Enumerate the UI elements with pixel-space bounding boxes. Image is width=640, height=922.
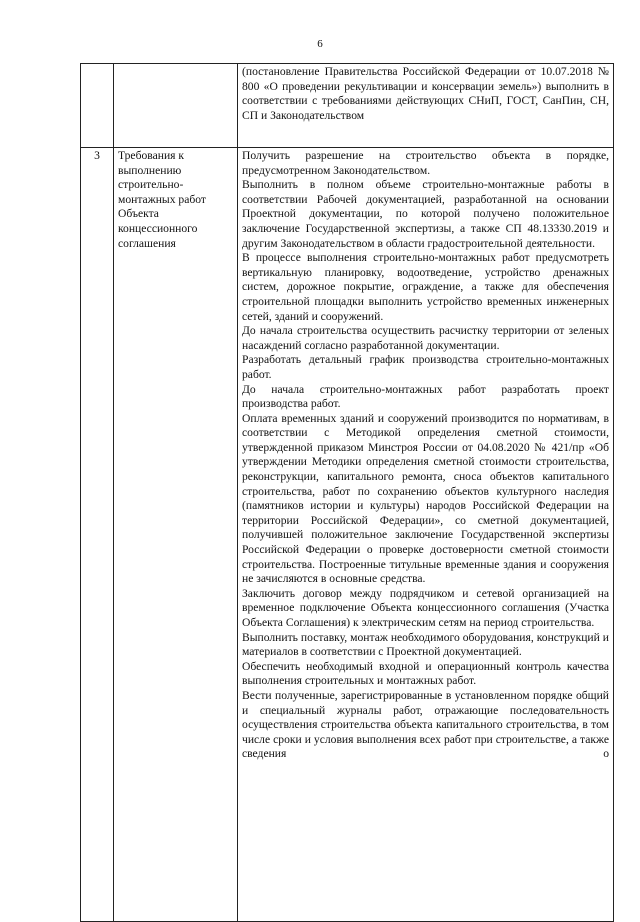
table-row [81, 148, 614, 922]
page-number: 6 [317, 38, 323, 50]
table-row [81, 64, 614, 148]
paragraph: Обеспечить необходимый входной и операционный контроль качества выполнения строительных и монтажных работ. [242, 659, 609, 688]
requirements-table [80, 63, 614, 922]
paragraph: До начала строительства осуществить расчистку территории от зеленых насаждений согласно разработанной документации. [242, 324, 609, 352]
paragraph: Вести полученные, зарегистрированные в установленном порядке общий и специальный журналы работ, отражающие последовательность осуществления строительства объекта капитального строительства, в том числе сроки и условия выполнения всех работ при строительстве, а также сведения о [242, 688, 609, 761]
row-title-cell: Требования к выполнению строительно-монтажных работ Объекта концессионного соглашения [114, 148, 238, 922]
paragraph: Получить разрешение на строительство объекта в порядке, предусмотренном Законодательством. [242, 149, 609, 177]
paragraph: Заключить договор между подрядчиком и сетевой организацией на временное подключение Объекта концессионного соглашения (Участка Объекта Соглашения) к электрическим сетям на период строительства. [242, 586, 609, 629]
row-text-cell [238, 64, 614, 148]
paragraph: В процессе выполнения строительно-монтажных работ предусмотреть вертикальную планировку, водоотведение, устройство дренажных систем, дорожное покрытие, ограждение, а также для обеспечения строительной площадки выполнить устройство временных инженерных сетей, зданий и сооружений. [242, 251, 609, 323]
paragraph: (постановление Правительства Российской Федерации от 10.07.2018 № 800 «О проведении рекультивации и консервации земель») выполнить в соответствии с требованиями действующих СНиП, ГОСТ, СанПин, СН, СП и Законодательством [242, 65, 609, 122]
row-title-cell [114, 64, 238, 148]
paragraph: Выполнить в полном объеме строительно-монтажные работы в соответствии Рабочей документацией, разработанной на основании Проектной документации, по которой получено положительное заключение Государственной экспертизы, а также СП 48.13330.2019 и другим Законодательством в области градостроительной деятельности. [242, 178, 609, 250]
row-number-cell [81, 64, 114, 148]
paragraph: Выполнить поставку, монтаж необходимого оборудования, конструкций и материалов в соответствии с Проектной документацией. [242, 630, 609, 659]
paragraph: Разработать детальный график производства строительно-монтажных работ. [242, 353, 609, 381]
row-text-cell [238, 148, 614, 922]
paragraph: До начала строительно-монтажных работ разработать проект производства работ. [242, 382, 609, 411]
paragraph: Оплата временных зданий и сооружений производится по нормативам, в соответствии с Методикой определения сметной стоимости, утвержденной приказом Минстроя России от 04.08.2020 № 421/пр «Об утверждении Методики определения сметной стоимости строительства, реконструкции, капитального ремонта, сноса объектов капитального строительства, работ по сохранению объектов культурного наследия (памятников истории и культуры) народов Российской Федерации на территории Российской Федерации», со сметной документацией, получившей положительное заключение Государственной экспертизы Российской Федерации о проверке достоверности сметной стоимости строительства. Построенные титульные временные здания и сооружения не зачисляются в основные средства. [242, 411, 609, 586]
row-number-cell: 3 [81, 148, 114, 922]
